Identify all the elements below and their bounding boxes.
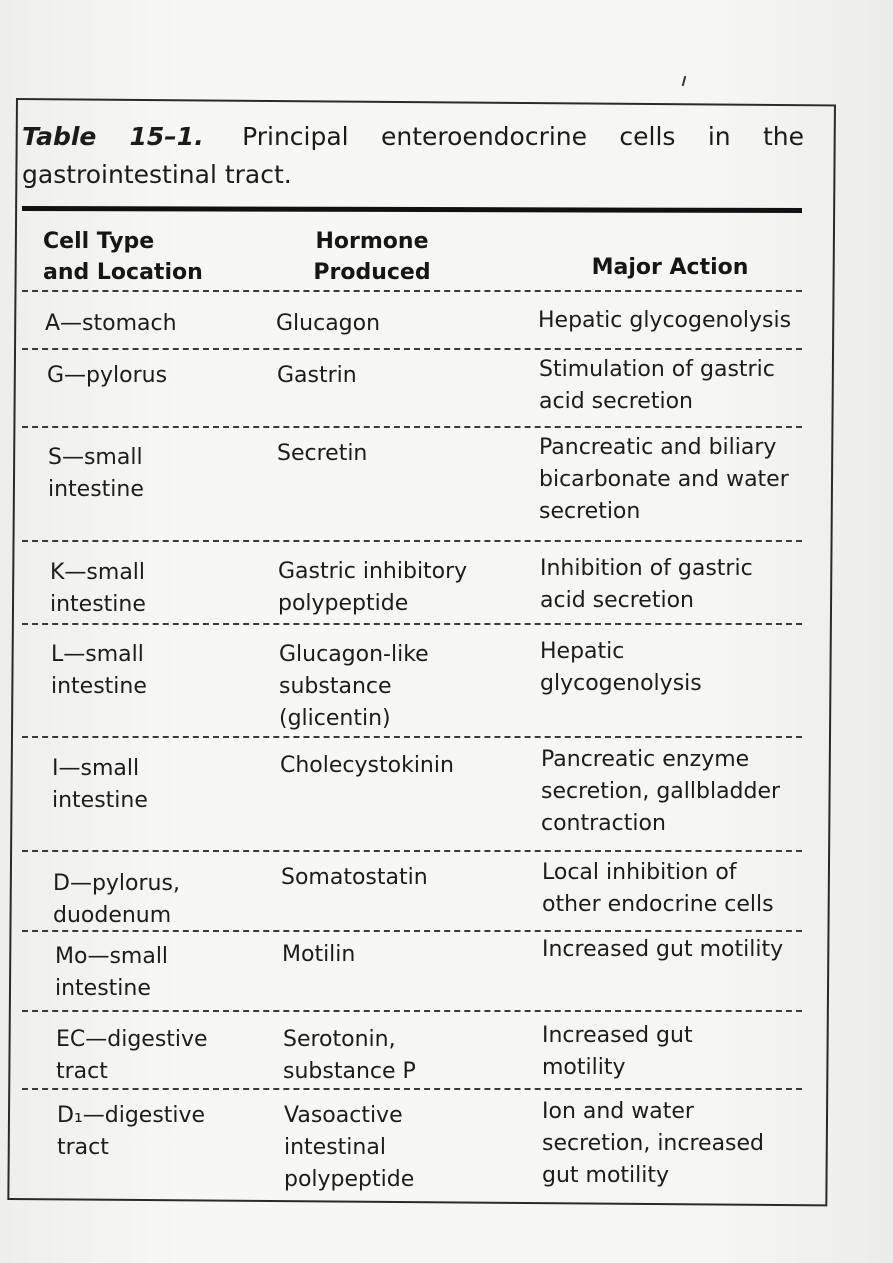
cell-hormone: Gastric inhibitory polypeptide: [278, 559, 468, 616]
table-caption: [22, 118, 804, 194]
cell-hormone: Somatostatin: [281, 865, 428, 890]
cell-hormone: Gastrin: [277, 363, 357, 388]
cell-type-location: L—small intestine: [51, 642, 147, 699]
table-row: [0, 540, 893, 620]
header-cell-type-line: and Location: [43, 260, 203, 285]
cell-hormone: Secretin: [277, 441, 368, 466]
cell-hormone: Serotonin, substance P: [283, 1027, 416, 1084]
cell-hormone: Vasoactive intestinal polypeptide: [284, 1103, 415, 1192]
cell-hormone: Glucagon-like substance (glicentin): [279, 642, 429, 731]
header-cell-type: [43, 226, 243, 288]
cell-type-location: EC—digestive tract: [56, 1027, 208, 1084]
cell-action: Hepatic glycogenolysis: [538, 308, 792, 333]
header-hormone: [272, 226, 472, 288]
table-row: [0, 623, 893, 733]
cell-type-location: I—small intestine: [52, 756, 148, 813]
cell-action: Hepatic glycogenolysis: [540, 639, 702, 696]
cell-action: Increased gut motility: [542, 1023, 693, 1080]
row-divider: [22, 540, 802, 542]
table-row: [0, 1010, 893, 1088]
cell-type-location: K—small intestine: [50, 560, 146, 617]
caption-text-block: [22, 118, 804, 194]
header-action: [560, 252, 780, 283]
row-divider: [22, 1010, 802, 1012]
table-row: [0, 348, 893, 425]
row-divider: [22, 348, 802, 350]
row-divider: [22, 850, 802, 852]
header-action-line: Major Action: [591, 255, 749, 280]
cell-type-location: D—pylorus, duodenum: [53, 871, 180, 928]
row-divider: [22, 736, 802, 738]
table-row: [0, 426, 893, 536]
row-divider: [22, 1088, 802, 1090]
cell-type-location: A—stomach: [45, 311, 177, 336]
cell-action: Pancreatic enzyme secretion, gallbladder contraction: [541, 747, 781, 836]
row-divider: [22, 930, 802, 932]
cell-type-location: G—pylorus: [47, 363, 168, 388]
cell-action: Stimulation of gastric acid secretion: [539, 357, 775, 414]
cell-hormone: Glucagon: [276, 311, 381, 336]
cell-action: Local inhibition of other endocrine cells: [542, 860, 774, 917]
row-divider: [22, 623, 802, 625]
header-cell-type-line: Cell Type: [43, 229, 155, 254]
cell-action: Increased gut motility: [542, 937, 784, 962]
table-row: [0, 930, 893, 1006]
row-divider: [22, 290, 802, 292]
cell-type-location: D₁—digestive tract: [57, 1103, 206, 1160]
header-hormone-line: Produced: [313, 260, 431, 285]
cell-hormone: Cholecystokinin: [280, 753, 454, 778]
cell-type-location: S—small intestine: [48, 445, 144, 502]
cell-type-location: Mo—small intestine: [55, 944, 169, 1001]
cell-action: Pancreatic and biliary bicarbonate and water secretion: [539, 435, 789, 524]
cell-action: Ion and water secretion, increased gut motility: [542, 1099, 765, 1188]
cell-action: Inhibition of gastric acid secretion: [540, 556, 753, 613]
caption-label: Table 15–1.: [22, 122, 204, 151]
cell-hormone: Motilin: [282, 942, 356, 967]
table-row: [0, 290, 893, 347]
table-row: [0, 736, 893, 846]
table-header: [0, 226, 893, 290]
table-row: [0, 850, 893, 928]
header-hormone-line: Hormone: [315, 229, 429, 254]
caption-text: Principal enteroendocrine cells in the gastrointestinal tract.: [22, 122, 805, 189]
table-row: [0, 1088, 893, 1198]
row-divider: [22, 426, 802, 428]
